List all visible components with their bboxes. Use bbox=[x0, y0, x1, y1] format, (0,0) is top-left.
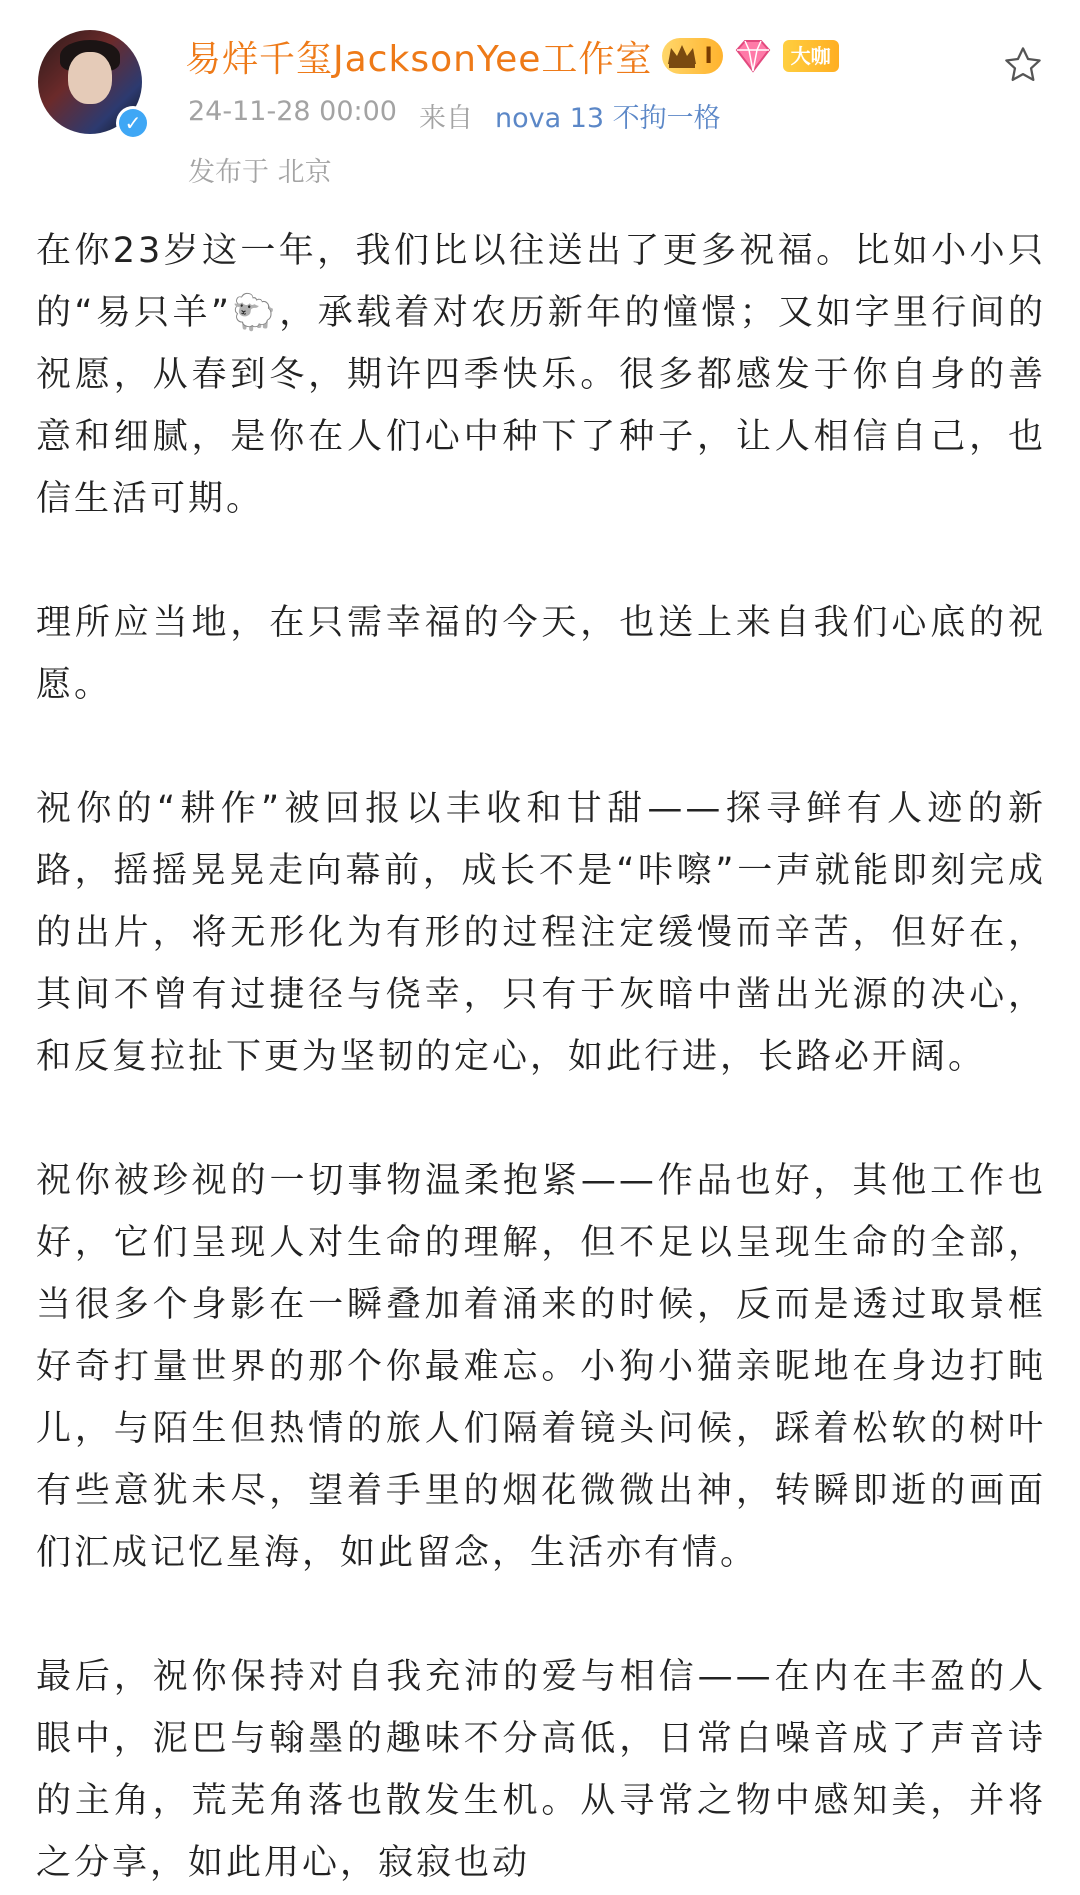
gem-badge-icon[interactable] bbox=[733, 38, 773, 74]
post-timestamp: 24-11-28 00:00 bbox=[188, 96, 397, 127]
paragraph-1: 在你23岁这一年，我们比以往送出了更多祝福。比如小小只的“易只羊”🐑，承载着对农历新年的憧憬；又如字里行间的祝愿，从春到冬，期许四季快乐。很多都感发于你自身的善意和细腻，是你在人们心中种下了种子，让人相信自己，也信生活可期。 bbox=[36, 231, 1046, 519]
paragraph-2: 理所应当地，在只需幸福的今天，也送上来自我们心底的祝愿。 bbox=[36, 603, 1046, 705]
source-device-link[interactable]: nova 13 不拘一格 bbox=[494, 103, 721, 134]
paragraph-5: 最后，祝你保持对自我充沛的爱与相信——在内在丰盈的人眼中，泥巴与翰墨的趣味不分高低，日常白噪音成了声音诗的主角，荒芜角落也散发生机。从寻常之物中感知美，并将之分享，如此用心，寂寂也动 bbox=[36, 1657, 1046, 1883]
star-icon bbox=[1002, 44, 1044, 86]
post-meta bbox=[188, 96, 721, 135]
avatar-face bbox=[68, 52, 112, 104]
vip-level: I bbox=[704, 43, 713, 69]
author-avatar[interactable] bbox=[38, 30, 150, 142]
source-prefix: 来自 bbox=[418, 103, 473, 134]
tier-badge[interactable]: 大咖 bbox=[783, 40, 839, 72]
author-name[interactable]: 易烊千玺JacksonYee工作室 bbox=[185, 38, 653, 80]
verified-badge bbox=[116, 106, 150, 140]
paragraph-4: 祝你被珍视的一切事物温柔抱紧——作品也好，其他工作也好，它们呈现人对生命的理解，但不足以呈现生命的全部，当很多个身影在一瞬叠加着涌来的时候，反而是透过取景框好奇打量世界的那个你最难忘。小狗小猫亲昵地在身边打盹儿，与陌生但热情的旅人们隔着镜头问候，踩着松软的树叶有些意犹未尽，望着手里的烟花微微出神，转瞬即逝的画面们汇成记忆星海，如此留念，生活亦有情。 bbox=[36, 1161, 1046, 1573]
post-location: 发布于 北京 bbox=[188, 157, 332, 188]
vip-badge[interactable] bbox=[662, 38, 722, 74]
verified-check-icon: ✓ bbox=[119, 109, 147, 137]
crown-icon bbox=[666, 42, 698, 70]
post-content bbox=[36, 220, 1046, 1894]
author-name-row bbox=[185, 28, 839, 84]
favorite-button[interactable] bbox=[998, 40, 1048, 90]
post-header bbox=[0, 0, 1080, 200]
paragraph-3: 祝你的“耕作”被回报以丰收和甘甜——探寻鲜有人迹的新路，摇摇晃晃走向幕前，成长不是“咔嚓”一声就能即刻完成的出片，将无形化为有形的过程注定缓慢而辛苦，但好在，其间不曾有过捷径与侥幸，只有于灰暗中凿出光源的决心，和反复拉扯下更为坚韧的定心，如此行进，长路必开阔。 bbox=[36, 789, 1046, 1077]
